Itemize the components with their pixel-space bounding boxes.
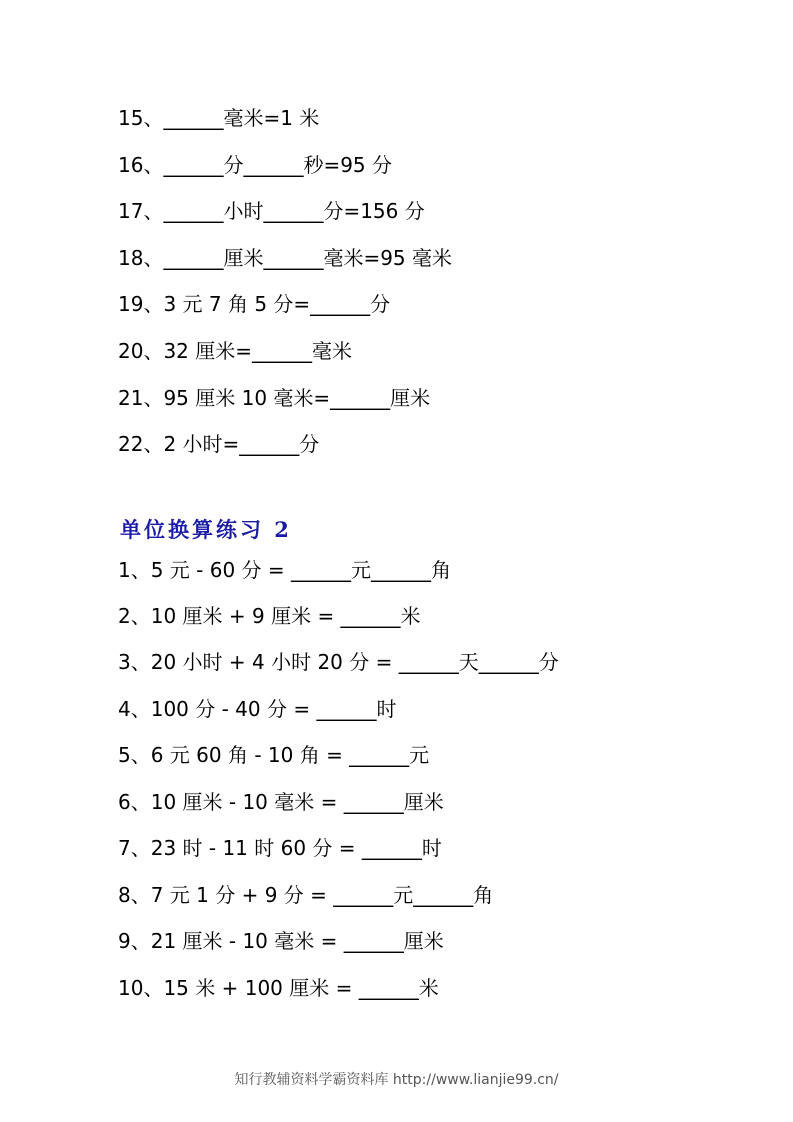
exercise-item: 7、23 时 - 11 时 60 分 = ______时 xyxy=(118,836,442,860)
exercise-item: 8、7 元 1 分 + 9 分 = ______元______角 xyxy=(118,883,494,907)
exercise-item: 9、21 厘米 - 10 毫米 = ______厘米 xyxy=(118,929,444,953)
exercise-item: 20、32 厘米=______毫米 xyxy=(118,339,353,363)
exercise-item: 10、15 米 + 100 厘米 = ______米 xyxy=(118,976,439,1000)
exercise-item: 5、6 元 60 角 - 10 角 = ______元 xyxy=(118,743,430,767)
exercise-item: 15、______毫米=1 米 xyxy=(118,106,320,130)
exercise-item: 19、3 元 7 角 5 分=______分 xyxy=(118,292,391,316)
exercise-item: 3、20 小时 + 4 小时 20 分 = ______天______分 xyxy=(118,650,559,674)
footer-watermark: 知行教辅资料学霸资料库 http://www.lianjie99.cn/ xyxy=(234,1072,559,1088)
exercise-item: 17、______小时______分=156 分 xyxy=(118,199,425,223)
exercise-item: 22、2 小时=______分 xyxy=(118,432,320,456)
exercise-item: 1、5 元 - 60 分 = ______元______角 xyxy=(118,558,452,582)
exercise-item: 18、______厘米______毫米=95 毫米 xyxy=(118,246,453,270)
exercise-item: 16、______分______秒=95 分 xyxy=(118,153,393,177)
exercise-item: 6、10 厘米 - 10 毫米 = ______厘米 xyxy=(118,790,444,814)
exercise-item: 21、95 厘米 10 毫米=______厘米 xyxy=(118,386,431,410)
exercise-item: 2、10 厘米 + 9 厘米 = ______米 xyxy=(118,604,421,628)
section-heading: 单位换算练习 2 xyxy=(120,517,292,542)
exercise-item: 4、100 分 - 40 分 = ______时 xyxy=(118,697,397,721)
